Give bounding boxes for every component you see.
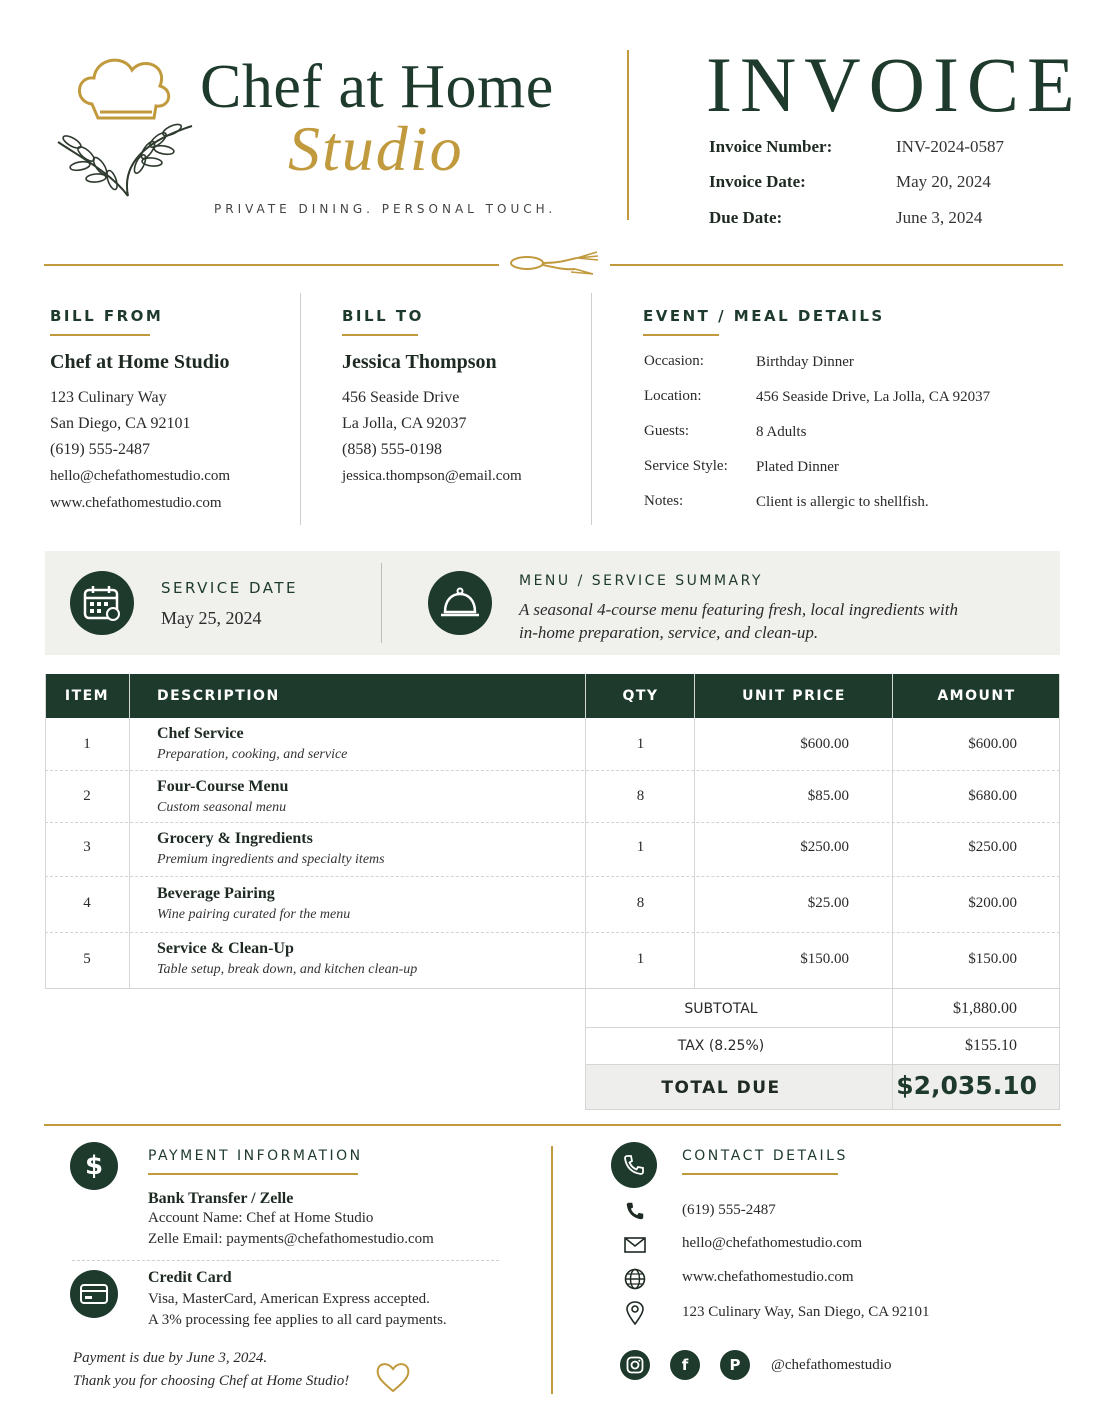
instagram-icon[interactable] — [620, 1350, 650, 1380]
row-subtitle: Preparation, cooking, and service — [157, 747, 348, 762]
logo-mark — [52, 46, 197, 206]
brand-tagline: PRIVATE DINING. PERSONAL TOUCH. — [214, 202, 557, 216]
subtotal-label: SUBTOTAL — [684, 1001, 758, 1017]
event-label: Guests: — [644, 423, 689, 439]
row-unit-price: $85.00 — [807, 788, 849, 804]
bill-to-line: 456 Seaside Drive — [342, 389, 460, 406]
phone-icon — [624, 1200, 646, 1227]
footer-divider — [551, 1146, 553, 1394]
row-title: Grocery & Ingredients — [157, 830, 313, 847]
row-title: Beverage Pairing — [157, 885, 275, 902]
mail-icon — [624, 1236, 646, 1259]
total-due-label: TOTAL DUE — [661, 1078, 781, 1098]
event-value: 456 Seaside Drive, La Jolla, CA 92037 — [756, 389, 991, 405]
event-value: Birthday Dinner — [756, 354, 854, 370]
row-item: 3 — [83, 839, 91, 855]
invoice-date-label: Invoice Date: — [709, 172, 806, 191]
event-value: Client is allergic to shellfish. — [756, 494, 929, 510]
row-subtitle: Wine pairing curated for the menu — [157, 907, 351, 922]
tax-label: TAX (8.25%) — [677, 1038, 765, 1054]
row-qty: 1 — [636, 951, 645, 967]
menu-summary-line: in-home preparation, service, and clean-up. — [519, 623, 819, 642]
bill-to-name: Jessica Thompson — [342, 351, 497, 373]
event-value: 8 Adults — [756, 424, 807, 440]
row-amount: $680.00 — [968, 788, 1017, 804]
row-unit-price: $150.00 — [800, 951, 849, 967]
service-date-heading: SERVICE DATE — [161, 579, 299, 597]
header-qty: QTY — [622, 688, 659, 704]
header-description: DESCRIPTION — [157, 688, 280, 704]
bill-from-name: Chef at Home Studio — [50, 351, 230, 373]
header-amount: AMOUNT — [937, 688, 1016, 704]
table-row — [45, 718, 1060, 771]
payment-separator — [72, 1260, 499, 1261]
row-amount: $250.00 — [968, 839, 1017, 855]
bank-title: Bank Transfer / Zelle — [148, 1190, 294, 1207]
heart-icon — [374, 1360, 412, 1399]
row-subtitle: Custom seasonal menu — [157, 800, 287, 815]
chef-hat-icon — [52, 46, 197, 206]
contact-underline — [682, 1173, 838, 1175]
phone-badge-icon — [611, 1142, 657, 1188]
bill-to-email: jessica.thompson@email.com — [342, 468, 522, 484]
event-label: Service Style: — [644, 458, 728, 474]
header-item: ITEM — [64, 688, 110, 704]
brand-name: Chef at Home — [200, 53, 554, 121]
invoice-number: INV-2024-0587 — [896, 137, 1004, 156]
event-label: Occasion: — [644, 353, 704, 369]
event-heading: EVENT / MEAL DETAILS — [643, 307, 885, 325]
footer-rule — [44, 1124, 1061, 1126]
calendar-icon — [70, 571, 134, 635]
header-rule-left — [44, 264, 499, 266]
bill-from-line: San Diego, CA 92101 — [50, 415, 191, 432]
row-item: 1 — [83, 736, 91, 752]
event-underline — [643, 334, 719, 336]
cloche-icon — [428, 571, 492, 635]
dollar-icon: $ — [70, 1142, 118, 1190]
event-label: Notes: — [644, 493, 684, 509]
location-pin-icon — [626, 1301, 644, 1330]
row-unit-price: $600.00 — [800, 736, 849, 752]
table-row — [45, 877, 1060, 933]
contact-address: 123 Culinary Way, San Diego, CA 92101 — [682, 1304, 930, 1320]
credit-card-icon — [70, 1270, 118, 1318]
payment-heading: PAYMENT INFORMATION — [148, 1148, 363, 1164]
row-qty: 1 — [636, 736, 645, 752]
bill-from-email: hello@chefathomestudio.com — [50, 468, 231, 484]
column-divider — [300, 293, 301, 525]
row-amount: $200.00 — [968, 895, 1017, 911]
social-handle: @chefathomestudio — [771, 1357, 892, 1373]
row-title: Service & Clean-Up — [157, 940, 294, 957]
bill-from-heading: BILL FROM — [50, 307, 164, 325]
bank-zelle-email: Zelle Email: payments@chefathomestudio.com — [148, 1231, 434, 1247]
table-row — [45, 823, 1060, 877]
row-item: 2 — [83, 788, 91, 804]
row-item: 4 — [83, 895, 91, 911]
header-divider — [627, 50, 629, 220]
thank-you-note: Thank you for choosing Chef at Home Studio! — [73, 1373, 350, 1389]
contact-phone: (619) 555-2487 — [682, 1202, 776, 1218]
row-qty: 8 — [636, 788, 645, 804]
row-subtitle: Premium ingredients and specialty items — [157, 852, 385, 867]
bill-to-heading: BILL TO — [342, 307, 424, 325]
card-line: Visa, MasterCard, American Express accepted. — [148, 1291, 430, 1307]
row-qty: 8 — [636, 895, 645, 911]
table-row — [45, 933, 1060, 989]
payment-due-note: Payment is due by June 3, 2024. — [73, 1350, 268, 1366]
row-title: Four-Course Menu — [157, 778, 289, 795]
table-row — [45, 771, 1060, 823]
tax-value: $155.10 — [965, 1037, 1017, 1054]
invoice-date: May 20, 2024 — [896, 172, 991, 191]
card-title: Credit Card — [148, 1269, 232, 1286]
total-due-value: $2,035.10 — [896, 1071, 1037, 1100]
table-header — [45, 674, 1060, 718]
service-date: May 25, 2024 — [161, 608, 262, 628]
bill-to-underline — [342, 334, 418, 336]
column-divider — [591, 293, 592, 525]
contact-email: hello@chefathomestudio.com — [682, 1235, 863, 1251]
menu-summary-heading: MENU / SERVICE SUMMARY — [519, 573, 763, 589]
bill-from-line: 123 Culinary Way — [50, 389, 167, 406]
row-amount: $600.00 — [968, 736, 1017, 752]
due-date-label: Due Date: — [709, 208, 783, 227]
row-subtitle: Table setup, break down, and kitchen clean-up — [157, 962, 418, 977]
bill-to-line: (858) 555-0198 — [342, 441, 442, 458]
bill-to-line: La Jolla, CA 92037 — [342, 415, 467, 432]
row-qty: 1 — [636, 839, 645, 855]
subtotal-value: $1,880.00 — [953, 1000, 1017, 1017]
band-divider — [381, 563, 382, 643]
bank-account-name: Account Name: Chef at Home Studio — [148, 1210, 374, 1226]
row-item: 5 — [83, 951, 91, 967]
spoon-fork-icon — [505, 246, 605, 280]
facebook-icon[interactable]: f — [670, 1350, 700, 1380]
row-unit-price: $250.00 — [800, 839, 849, 855]
invoice-title: INVOICE — [706, 41, 1083, 128]
header-unit-price: UNIT PRICE — [742, 688, 846, 704]
payment-underline — [148, 1173, 358, 1175]
row-unit-price: $25.00 — [807, 895, 849, 911]
bill-from-line: (619) 555-2487 — [50, 441, 150, 458]
totals-divider — [585, 1027, 1060, 1028]
menu-summary-line: A seasonal 4-course menu featuring fresh, local ingredients with — [519, 600, 958, 619]
due-date: June 3, 2024 — [896, 208, 983, 227]
globe-icon — [624, 1268, 646, 1295]
card-fee-line: A 3% processing fee applies to all card payments. — [148, 1312, 447, 1328]
row-amount: $150.00 — [968, 951, 1017, 967]
event-label: Location: — [644, 388, 702, 404]
contact-website: www.chefathomestudio.com — [682, 1269, 854, 1285]
pinterest-icon[interactable]: P — [720, 1350, 750, 1380]
invoice-number-label: Invoice Number: — [709, 137, 833, 156]
bill-from-website: www.chefathomestudio.com — [50, 495, 222, 511]
header-rule-right — [610, 264, 1063, 266]
event-value: Plated Dinner — [756, 459, 839, 475]
bill-from-underline — [50, 334, 150, 336]
brand-script: Studio — [288, 113, 464, 184]
row-title: Chef Service — [157, 725, 244, 742]
contact-heading: CONTACT DETAILS — [682, 1148, 848, 1164]
